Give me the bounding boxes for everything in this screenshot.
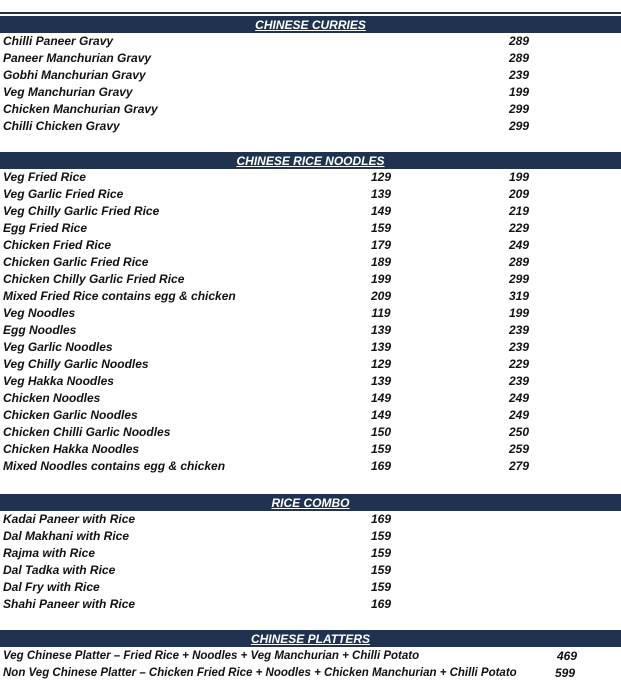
item-name: Dal Tadka with Rice bbox=[3, 563, 116, 577]
item-name: Mixed Fried Rice contains egg & chicken bbox=[3, 289, 236, 303]
item-price-half: 139 bbox=[370, 323, 392, 337]
item-price-full: 249 bbox=[508, 391, 530, 405]
item-name: Veg Garlic Fried Rice bbox=[3, 187, 124, 201]
item-name: Mixed Noodles contains egg & chicken bbox=[3, 459, 226, 473]
item-price-half: 209 bbox=[370, 289, 392, 303]
menu-item bbox=[3, 373, 618, 390]
menu-item bbox=[3, 67, 618, 84]
section-title: CHINESE CURRIES bbox=[255, 17, 366, 32]
item-name: Shahi Paneer with Rice bbox=[3, 597, 136, 611]
menu-item bbox=[3, 203, 618, 220]
item-price: 239 bbox=[508, 68, 530, 82]
section-title: CHINESE PLATTERS bbox=[250, 631, 371, 646]
menu-item bbox=[3, 50, 618, 67]
item-price: 169 bbox=[370, 512, 392, 526]
menu-item bbox=[3, 305, 618, 322]
menu-item bbox=[3, 118, 618, 135]
item-price-full: 249 bbox=[508, 238, 530, 252]
menu-item bbox=[3, 596, 618, 613]
menu-item bbox=[3, 545, 618, 562]
item-price-full: 279 bbox=[508, 459, 530, 473]
menu-item bbox=[3, 288, 618, 305]
menu-item bbox=[3, 424, 618, 441]
item-name: Non Veg Chinese Platter – Chicken Fried Rice + Noodles + Chicken Manchurian + Chilli Potato bbox=[3, 667, 517, 679]
item-price-full: 259 bbox=[508, 442, 530, 456]
item-price-full: 249 bbox=[508, 408, 530, 422]
menu-item bbox=[3, 441, 618, 458]
item-name: Gobhi Manchurian Gravy bbox=[3, 68, 146, 82]
item-price: 299 bbox=[508, 102, 530, 116]
item-price-full: 199 bbox=[508, 170, 530, 184]
item-name: Chicken Fried Rice bbox=[3, 238, 112, 252]
item-price-full: 239 bbox=[508, 374, 530, 388]
item-name: Kadai Paneer with Rice bbox=[3, 512, 136, 526]
item-price: 159 bbox=[370, 563, 392, 577]
item-price-full: 199 bbox=[508, 306, 530, 320]
item-name: Chicken Noodles bbox=[3, 391, 101, 405]
item-price-full: 239 bbox=[508, 340, 530, 354]
section-header-chinese-rice-noodles bbox=[0, 152, 621, 169]
item-price-full: 250 bbox=[508, 425, 530, 439]
item-price-half: 149 bbox=[370, 391, 392, 405]
item-name: Paneer Manchurian Gravy bbox=[3, 51, 152, 65]
item-price-half: 149 bbox=[370, 408, 392, 422]
menu-item bbox=[3, 579, 618, 596]
item-price-full: 229 bbox=[508, 221, 530, 235]
item-name: Chicken Garlic Fried Rice bbox=[3, 255, 149, 269]
menu-item bbox=[3, 665, 618, 682]
menu-item bbox=[3, 237, 618, 254]
item-price-full: 209 bbox=[508, 187, 530, 201]
item-price-half: 139 bbox=[370, 374, 392, 388]
menu-item bbox=[3, 458, 618, 475]
item-name: Egg Noodles bbox=[3, 323, 77, 337]
item-name: Veg Garlic Noodles bbox=[3, 340, 113, 354]
item-price: 159 bbox=[370, 529, 392, 543]
item-name: Veg Chilly Garlic Fried Rice bbox=[3, 204, 160, 218]
item-name: Veg Chilly Garlic Noodles bbox=[3, 357, 149, 371]
menu-item bbox=[3, 390, 618, 407]
item-price-half: 189 bbox=[370, 255, 392, 269]
menu-item bbox=[3, 169, 618, 186]
item-price-half: 139 bbox=[370, 340, 392, 354]
item-price: 199 bbox=[508, 85, 530, 99]
item-price: 169 bbox=[370, 597, 392, 611]
item-name: Veg Fried Rice bbox=[3, 170, 86, 184]
menu-item bbox=[3, 186, 618, 203]
section-header-chinese-curries bbox=[0, 16, 621, 33]
item-price: 289 bbox=[508, 51, 530, 65]
item-name: Veg Hakka Noodles bbox=[3, 374, 114, 388]
menu-item bbox=[3, 322, 618, 339]
item-price: 159 bbox=[370, 580, 392, 594]
item-name: Veg Noodles bbox=[3, 306, 76, 320]
menu-item bbox=[3, 562, 618, 579]
menu-item bbox=[3, 33, 618, 50]
item-name: Chicken Chilly Garlic Fried Rice bbox=[3, 272, 185, 286]
item-name: Chicken Hakka Noodles bbox=[3, 442, 140, 456]
item-name: Rajma with Rice bbox=[3, 546, 96, 560]
item-name: Chicken Chilli Garlic Noodles bbox=[3, 425, 171, 439]
item-price-full: 239 bbox=[508, 323, 530, 337]
item-price-half: 159 bbox=[370, 221, 392, 235]
menu-item bbox=[3, 648, 618, 665]
item-price: 299 bbox=[508, 119, 530, 133]
item-name: Dal Fry with Rice bbox=[3, 580, 100, 594]
item-price-half: 149 bbox=[370, 204, 392, 218]
item-price-half: 199 bbox=[370, 272, 392, 286]
item-price-full: 219 bbox=[508, 204, 530, 218]
menu-item bbox=[3, 407, 618, 424]
item-price: 159 bbox=[370, 546, 392, 560]
section-header-rice-combo bbox=[0, 494, 621, 511]
item-price: 599 bbox=[554, 666, 576, 680]
top-border-line bbox=[0, 12, 621, 14]
menu-item bbox=[3, 84, 618, 101]
item-name: Chilli Chicken Gravy bbox=[3, 119, 120, 133]
menu-item bbox=[3, 528, 618, 545]
item-name: Veg Manchurian Gravy bbox=[3, 85, 133, 99]
item-name: Dal Makhani with Rice bbox=[3, 529, 130, 543]
section-title: RICE COMBO bbox=[271, 495, 350, 510]
item-price-half: 129 bbox=[370, 357, 392, 371]
item-name: Chicken Garlic Noodles bbox=[3, 408, 138, 422]
item-price-full: 319 bbox=[508, 289, 530, 303]
menu-item bbox=[3, 254, 618, 271]
item-price-full: 299 bbox=[508, 272, 530, 286]
item-price-half: 139 bbox=[370, 187, 392, 201]
item-price-full: 229 bbox=[508, 357, 530, 371]
item-name: Chicken Manchurian Gravy bbox=[3, 102, 158, 116]
item-price-half: 119 bbox=[371, 306, 391, 320]
item-name: Egg Fried Rice bbox=[3, 221, 88, 235]
menu-item bbox=[3, 271, 618, 288]
item-price-full: 289 bbox=[508, 255, 530, 269]
item-price-half: 159 bbox=[370, 442, 392, 456]
section-header-chinese-platters bbox=[0, 630, 621, 647]
menu-item bbox=[3, 339, 618, 356]
item-name: Veg Chinese Platter – Fried Rice + Noodles + Veg Manchurian + Chilli Potato bbox=[3, 650, 420, 662]
menu-item bbox=[3, 220, 618, 237]
item-price-half: 129 bbox=[370, 170, 392, 184]
item-price-half: 169 bbox=[370, 459, 392, 473]
menu-item bbox=[3, 511, 618, 528]
section-title: CHINESE RICE NOODLES bbox=[236, 153, 385, 168]
item-price: 289 bbox=[508, 34, 530, 48]
menu-item bbox=[3, 356, 618, 373]
item-price-half: 179 bbox=[370, 238, 392, 252]
menu-item bbox=[3, 101, 618, 118]
item-price: 469 bbox=[556, 649, 578, 663]
item-price-half: 150 bbox=[370, 425, 392, 439]
item-name: Chilli Paneer Gravy bbox=[3, 34, 114, 48]
